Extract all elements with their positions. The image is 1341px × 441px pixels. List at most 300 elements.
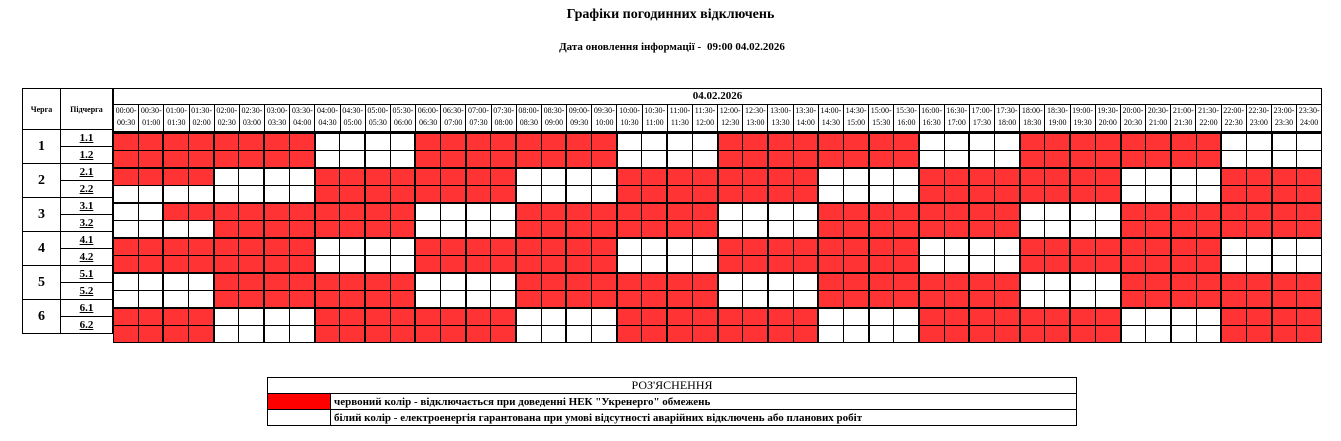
slot-cell	[893, 274, 918, 290]
slot-cell	[616, 204, 642, 220]
slot-cell	[944, 274, 969, 290]
slot-cell	[1296, 239, 1321, 255]
slot-cell	[263, 204, 289, 220]
slot-cell	[742, 309, 767, 325]
slot-cell	[1044, 256, 1069, 272]
slot-cell	[944, 204, 969, 220]
slot-cell	[817, 256, 843, 272]
slot-cell	[114, 204, 138, 220]
slot-cell	[114, 134, 138, 150]
slot-cell	[666, 239, 692, 255]
slot-cell	[641, 239, 666, 255]
slot-cell	[591, 274, 616, 290]
subqueue-link[interactable]: 6.1	[61, 300, 113, 317]
queue-group-5	[114, 272, 1321, 307]
slot-cell	[414, 291, 440, 307]
slot-cell	[893, 186, 918, 202]
slot-cell	[616, 256, 642, 272]
slot-cell	[414, 134, 440, 150]
slot-cell	[1145, 274, 1170, 290]
slot-cell	[565, 134, 591, 150]
slot-cell	[339, 186, 364, 202]
slot-cell	[1246, 239, 1271, 255]
slot-cell	[364, 151, 390, 167]
slot-cell	[213, 274, 239, 290]
slot-cell	[742, 221, 767, 237]
slot-cell	[364, 204, 390, 220]
slot-cell	[1220, 151, 1246, 167]
time-slot-3: 01:30- 02:00	[189, 105, 214, 131]
time-slot-31: 15:30- 16:00	[893, 105, 918, 131]
slot-cell	[1296, 169, 1321, 185]
slot-cell	[314, 204, 340, 220]
slot-cell	[1145, 169, 1170, 185]
slot-cell	[238, 134, 263, 150]
slot-cell	[162, 151, 188, 167]
time-slot-21: 10:30- 11:00	[642, 105, 667, 131]
slot-cell	[893, 309, 918, 325]
slot-cell	[918, 291, 944, 307]
slot-cell	[138, 134, 163, 150]
slot-cell	[541, 309, 566, 325]
slot-cell	[1271, 134, 1297, 150]
slot-cell	[339, 169, 364, 185]
slot-cell	[944, 186, 969, 202]
queue-number: 2	[23, 164, 61, 198]
subqueue-link[interactable]: 6.2	[61, 317, 113, 334]
slot-cell	[1196, 239, 1221, 255]
slot-cell	[565, 326, 591, 342]
legend-white-text: білий колір - електроенергія гарантована при умові відсутності аварійних відключень або планових робіт	[331, 410, 1077, 426]
legend-row-red	[268, 394, 1077, 410]
slot-cell	[138, 221, 163, 237]
slot-cell	[893, 256, 918, 272]
queue-number: 1	[23, 130, 61, 164]
time-slot-17: 08:30- 09:00	[541, 105, 566, 131]
slot-cell	[314, 186, 340, 202]
slot-cell	[666, 221, 692, 237]
slot-cell	[1246, 186, 1271, 202]
slot-cell	[1170, 221, 1196, 237]
slot-cell	[1120, 291, 1146, 307]
slot-cell	[868, 204, 894, 220]
slot-cell	[238, 151, 263, 167]
slot-cell	[692, 309, 717, 325]
slot-cell	[162, 134, 188, 150]
subqueue-link[interactable]: 1.2	[61, 147, 113, 164]
slot-cell	[490, 169, 515, 185]
time-slot-34: 17:00- 17:30	[969, 105, 994, 131]
slot-cell	[364, 239, 390, 255]
slot-cell	[565, 274, 591, 290]
slot-cell	[968, 274, 994, 290]
slot-cell	[162, 186, 188, 202]
slot-cell	[893, 221, 918, 237]
time-slot-28: 14:00- 14:30	[818, 105, 843, 131]
slot-cell	[893, 239, 918, 255]
slot-cell	[465, 204, 491, 220]
slot-cell	[339, 291, 364, 307]
time-slot-8: 04:00- 04:30	[314, 105, 339, 131]
queue-number: 4	[23, 232, 61, 266]
slot-cell	[591, 151, 616, 167]
slot-cell	[868, 291, 894, 307]
slot-cell	[717, 326, 743, 342]
slot-cell	[1220, 291, 1246, 307]
slot-cell	[1296, 134, 1321, 150]
slot-cell	[515, 134, 541, 150]
time-slot-27: 13:30- 14:00	[793, 105, 818, 131]
slot-cell	[1069, 169, 1095, 185]
slot-cell	[1271, 204, 1297, 220]
slot-cell	[817, 239, 843, 255]
update-info	[0, 41, 1341, 53]
slot-cell	[918, 309, 944, 325]
slot-cell	[1044, 221, 1069, 237]
slot-cell	[793, 151, 818, 167]
update-value: 09:00 04.02.2026	[706, 41, 785, 53]
time-slot-1: 00:30- 01:00	[138, 105, 163, 131]
time-slot-25: 12:30- 13:00	[742, 105, 767, 131]
slot-cell	[1069, 204, 1095, 220]
slot-cell	[1019, 186, 1045, 202]
slot-cell	[591, 221, 616, 237]
slot-cell	[1095, 239, 1120, 255]
queue-number: 6	[23, 300, 61, 334]
slot-cell	[692, 239, 717, 255]
slot-cell	[440, 256, 465, 272]
slot-cell	[440, 204, 465, 220]
slot-cell	[1220, 256, 1246, 272]
slot-cell	[1220, 134, 1246, 150]
slot-cell	[213, 291, 239, 307]
slot-cell	[314, 239, 340, 255]
slot-cell	[1145, 239, 1170, 255]
slot-cell	[440, 221, 465, 237]
slot-cell	[1019, 169, 1045, 185]
slot-cell	[1170, 256, 1196, 272]
slot-cell	[465, 151, 491, 167]
slot-cell	[314, 274, 340, 290]
slot-cell	[1296, 151, 1321, 167]
slot-cell	[1019, 151, 1045, 167]
slot-cell	[1120, 309, 1146, 325]
slot-cell	[515, 274, 541, 290]
slot-cell	[1120, 326, 1146, 342]
slot-cell	[490, 256, 515, 272]
slot-cell	[717, 239, 743, 255]
time-slot-38: 19:00- 19:30	[1070, 105, 1095, 131]
slot-cell	[565, 309, 591, 325]
slot-cell	[1145, 326, 1170, 342]
slot-cell	[817, 221, 843, 237]
slot-cell	[793, 221, 818, 237]
slot-cell	[1296, 291, 1321, 307]
slot-cell	[565, 151, 591, 167]
slot-cell	[692, 151, 717, 167]
subqueue-header: Підчерга	[61, 89, 113, 130]
queue-table	[22, 88, 113, 334]
schedule-row-2.2	[114, 185, 1321, 202]
slot-cell	[767, 256, 793, 272]
slot-cell	[188, 256, 213, 272]
slot-cell	[1069, 239, 1095, 255]
slot-cell	[868, 134, 894, 150]
slot-cell	[541, 186, 566, 202]
slot-cell	[1220, 169, 1246, 185]
slot-cell	[314, 221, 340, 237]
slot-cell	[893, 169, 918, 185]
slot-cell	[666, 291, 692, 307]
slot-cell	[641, 151, 666, 167]
slot-cell	[868, 309, 894, 325]
slot-cell	[742, 134, 767, 150]
slot-cell	[1145, 186, 1170, 202]
subqueue-link[interactable]: 2.2	[61, 181, 113, 198]
slot-cell	[1196, 309, 1221, 325]
slot-cell	[843, 169, 868, 185]
slot-cell	[440, 326, 465, 342]
slot-cell	[1220, 204, 1246, 220]
subqueue-link[interactable]: 3.1	[61, 198, 113, 215]
slot-cell	[1196, 204, 1221, 220]
slot-cell	[1246, 151, 1271, 167]
slot-cell	[1246, 309, 1271, 325]
slot-cell	[793, 239, 818, 255]
slot-cell	[162, 274, 188, 290]
slot-cell	[1120, 239, 1146, 255]
slot-cell	[1220, 309, 1246, 325]
schedule-row-1.2	[114, 150, 1321, 167]
time-slot-16: 08:00- 08:30	[516, 105, 541, 131]
slot-cell	[289, 204, 314, 220]
schedule-rows	[114, 132, 1321, 342]
slot-cell	[414, 309, 440, 325]
schedule-row-4.2	[114, 255, 1321, 272]
time-slot-15: 07:30- 08:00	[491, 105, 516, 131]
slot-cell	[817, 291, 843, 307]
slot-cell	[465, 291, 491, 307]
slot-cell	[541, 256, 566, 272]
slot-cell	[465, 186, 491, 202]
time-slot-29: 14:30- 15:00	[843, 105, 868, 131]
slot-cell	[843, 239, 868, 255]
slot-cell	[767, 309, 793, 325]
slot-cell	[515, 309, 541, 325]
queue-group-2	[114, 167, 1321, 202]
slot-cell	[817, 326, 843, 342]
slot-cell	[868, 239, 894, 255]
slot-cell	[918, 204, 944, 220]
slot-cell	[465, 239, 491, 255]
slot-cell	[339, 326, 364, 342]
slot-cell	[162, 326, 188, 342]
slot-cell	[1069, 186, 1095, 202]
slot-cell	[666, 134, 692, 150]
slot-cell	[1019, 134, 1045, 150]
slot-cell	[263, 169, 289, 185]
time-slot-9: 04:30- 05:00	[340, 105, 365, 131]
slot-cell	[263, 274, 289, 290]
queue-group-6	[114, 307, 1321, 342]
slot-cell	[641, 134, 666, 150]
time-slot-4: 02:00- 02:30	[214, 105, 239, 131]
slot-cell	[868, 274, 894, 290]
slot-cell	[1296, 221, 1321, 237]
slot-cell	[114, 239, 138, 255]
slot-cell	[1196, 186, 1221, 202]
schedule-date: 04.02.2026	[114, 89, 1321, 105]
slot-cell	[162, 204, 188, 220]
slot-cell	[666, 326, 692, 342]
slot-cell	[994, 326, 1019, 342]
slot-cell	[994, 134, 1019, 150]
slot-cell	[817, 274, 843, 290]
slot-cell	[314, 309, 340, 325]
slot-cell	[843, 274, 868, 290]
slot-cell	[918, 151, 944, 167]
slot-cell	[289, 309, 314, 325]
slot-cell	[1170, 169, 1196, 185]
slot-cell	[641, 291, 666, 307]
time-slot-32: 16:00- 16:30	[919, 105, 944, 131]
subqueue-link[interactable]: 2.1	[61, 164, 113, 181]
slot-cell	[1069, 274, 1095, 290]
slot-cell	[1069, 326, 1095, 342]
slot-cell	[1095, 291, 1120, 307]
slot-cell	[1145, 151, 1170, 167]
slot-cell	[465, 326, 491, 342]
slot-cell	[390, 309, 415, 325]
slot-cell	[1095, 151, 1120, 167]
slot-cell	[289, 274, 314, 290]
slot-cell	[641, 256, 666, 272]
slot-cell	[490, 221, 515, 237]
slot-cell	[138, 204, 163, 220]
slot-cell	[1296, 204, 1321, 220]
queue-group-1	[114, 132, 1321, 167]
slot-cell	[717, 186, 743, 202]
legend-title: РОЗ'ЯСНЕННЯ	[268, 378, 1077, 394]
slot-cell	[767, 239, 793, 255]
slot-cell	[1196, 256, 1221, 272]
slot-cell	[390, 186, 415, 202]
slot-cell	[390, 256, 415, 272]
legend-red-text: червоний колір - відключається при доведенні НЕК "Укренерго" обмежень	[331, 394, 1077, 410]
schedule-row-6.2	[114, 325, 1321, 342]
slot-cell	[465, 256, 491, 272]
slot-cell	[793, 326, 818, 342]
slot-cell	[414, 326, 440, 342]
slot-cell	[1019, 309, 1045, 325]
slot-cell	[1196, 151, 1221, 167]
slot-cell	[1120, 274, 1146, 290]
slot-cell	[1044, 291, 1069, 307]
slot-cell	[490, 186, 515, 202]
slot-cell	[944, 326, 969, 342]
subqueue-link[interactable]: 3.2	[61, 215, 113, 232]
slot-cell	[641, 326, 666, 342]
slot-cell	[767, 169, 793, 185]
slot-cell	[114, 291, 138, 307]
slot-cell	[692, 274, 717, 290]
legend-red-swatch	[268, 394, 331, 410]
slot-cell	[767, 274, 793, 290]
slot-cell	[1095, 309, 1120, 325]
slot-cell	[1069, 134, 1095, 150]
slot-cell	[1296, 256, 1321, 272]
slot-cell	[515, 169, 541, 185]
slot-cell	[1246, 291, 1271, 307]
subqueue-link[interactable]: 5.2	[61, 283, 113, 300]
slot-cell	[692, 326, 717, 342]
slot-cell	[188, 274, 213, 290]
slot-cell	[138, 309, 163, 325]
slot-cell	[213, 134, 239, 150]
queue-group-4	[114, 237, 1321, 272]
slot-cell	[591, 256, 616, 272]
slot-cell	[138, 186, 163, 202]
slot-cell	[1145, 291, 1170, 307]
time-slot-47: 23:30- 24:00	[1296, 105, 1321, 131]
slot-cell	[314, 169, 340, 185]
slot-cell	[918, 221, 944, 237]
time-slot-44: 22:00- 22:30	[1221, 105, 1246, 131]
slot-cell	[1271, 151, 1297, 167]
slot-cell	[188, 169, 213, 185]
slot-cell	[1170, 204, 1196, 220]
slot-cell	[591, 239, 616, 255]
slot-cell	[641, 204, 666, 220]
slot-cell	[289, 151, 314, 167]
slot-cell	[1095, 326, 1120, 342]
slot-cell	[1170, 186, 1196, 202]
slot-cell	[1145, 221, 1170, 237]
slot-cell	[994, 291, 1019, 307]
slot-cell	[893, 291, 918, 307]
time-slot-43: 21:30- 22:00	[1195, 105, 1220, 131]
subqueue-link[interactable]: 1.1	[61, 130, 113, 147]
slot-cell	[616, 326, 642, 342]
slot-cell	[263, 151, 289, 167]
schedule-row-6.1	[114, 309, 1321, 325]
subqueue-link[interactable]: 5.1	[61, 266, 113, 283]
slot-cell	[1019, 204, 1045, 220]
slot-cell	[717, 169, 743, 185]
slot-cell	[843, 256, 868, 272]
slot-cell	[289, 134, 314, 150]
slot-cell	[263, 309, 289, 325]
slot-cell	[138, 274, 163, 290]
slot-cell	[1220, 221, 1246, 237]
slot-cell	[616, 291, 642, 307]
legend-row-white	[268, 410, 1077, 426]
slot-cell	[616, 309, 642, 325]
subqueue-link[interactable]: 4.2	[61, 249, 113, 266]
slot-cell	[541, 221, 566, 237]
subqueue-link[interactable]: 4.1	[61, 232, 113, 249]
slot-cell	[364, 274, 390, 290]
slot-cell	[138, 151, 163, 167]
queue-header: Черга	[23, 89, 61, 130]
slot-cell	[843, 326, 868, 342]
slot-cell	[314, 256, 340, 272]
slot-cell	[868, 221, 894, 237]
slot-cell	[1145, 134, 1170, 150]
slot-cell	[541, 291, 566, 307]
slot-cell	[692, 134, 717, 150]
slot-cell	[364, 291, 390, 307]
